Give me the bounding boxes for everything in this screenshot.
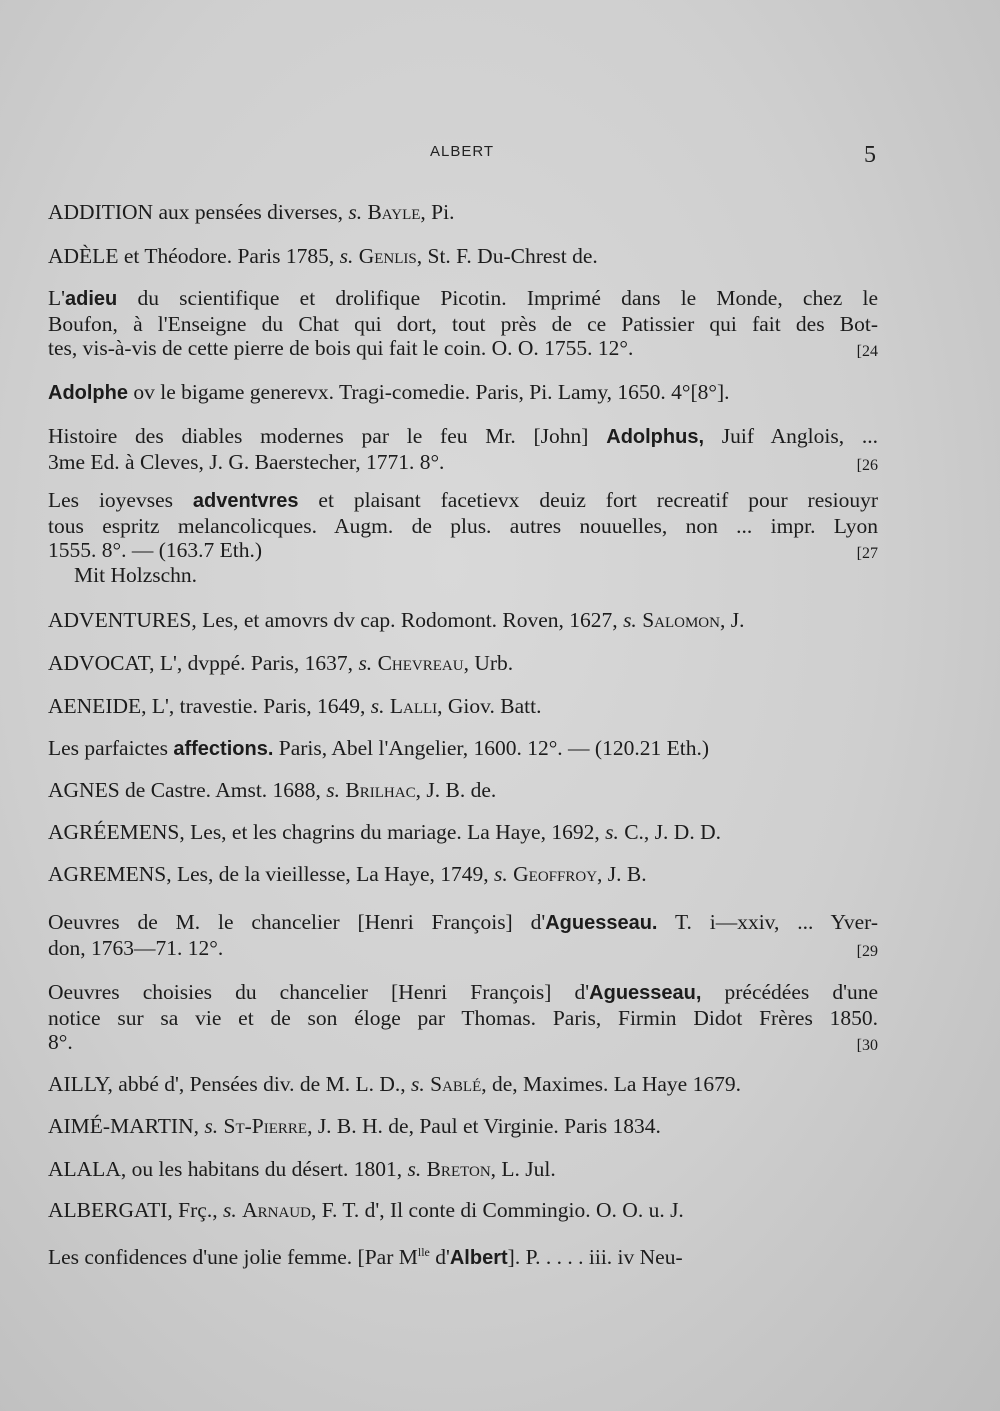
entry-aguesseau-2: Oeuvres choisies du chancelier [Henri François] d'Aguesseau, précédées d'une notice sur sa vie et de son éloge par Thomas. Paris, Firmin Didot Frères 1850. 8°. [30 <box>48 980 878 1055</box>
entry-number: [27 <box>856 545 878 562</box>
entry-number: [30 <box>856 1037 878 1054</box>
headword: Aguesseau. <box>545 912 658 934</box>
entry-agremens: AGREMENS, Les, de la vieillesse, La Haye, 1749, s. Geoffroy, J. B. <box>48 862 647 886</box>
page-number: 5 <box>864 142 876 168</box>
headword: Adolphus, <box>606 426 705 448</box>
entry-number: [29 <box>856 942 878 960</box>
headword: Albert <box>449 1247 508 1270</box>
entry-affections: Les parfaictes affections. Paris, Abel l'Angelier, 1600. 12°. — (120.21 Eth.) <box>48 736 709 760</box>
entry-agnes: AGNES de Castre. Amst. 1688, s. Brilhac, J. B. de. <box>48 778 497 802</box>
entry-aeneide: AENEIDE, L', travestie. Paris, 1649, s. Lalli, Giov. Batt. <box>48 694 542 718</box>
entry-confidences: Les confidences d'une jolie femme. [Par $M^{lle}$ d'Albert]. P. . . . . iii. iv Neu- <box>48 1245 683 1270</box>
entry-number: [26 <box>856 456 878 474</box>
entry-addition: ADDITION aux pensées diverses, s. Bayle, Pi. <box>48 200 455 224</box>
entry-number: [24 <box>856 343 878 360</box>
entry-aguesseau-1: Oeuvres de M. le chancelier [Henri François] d'Aguesseau. T. i—xxiv, ... Yver- don, 1763—71. 12°. [29 <box>48 910 878 960</box>
headword: Aguesseau, <box>589 982 702 1004</box>
entry-alala: ALALA, ou les habitans du désert. 1801, s. Breton, L. Jul. <box>48 1157 556 1181</box>
headword: affections. <box>173 738 274 760</box>
headword: Adolphe <box>48 382 128 404</box>
entry-ailly: AILLY, abbé d', Pensées div. de M. L. D., s. Sablé, de, Maximes. La Haye 1679. <box>48 1072 741 1096</box>
entry-agreemens: AGRÉEMENS, Les, et les chagrins du mariage. La Haye, 1692, s. C., J. D. D. <box>48 820 721 844</box>
entry-adolphus: Histoire des diables modernes par le feu Mr. [John] Adolphus, Juif Anglois, ... 3me Ed. à Cleves, J. G. Baerstecher, 1771. 8°. [26 <box>48 424 878 474</box>
entry-aime-martin: AIMÉ-MARTIN, s. St-Pierre, J. B. H. de, Paul et Virginie. Paris 1834. <box>48 1114 661 1138</box>
entry-advocat: ADVOCAT, L', dvppé. Paris, 1637, s. Chevreau, Urb. <box>48 651 514 675</box>
entry-adele: ADÈLE et Théodore. Paris 1785, s. Genlis, St. F. Du-Chrest de. <box>48 244 598 268</box>
entry-adventvres: Les ioyevses adventvres et plaisant facetievx deuiz fort recreatif pour resiouyr tous espritz melancolicques. Augm. de plus. autres nouuelles, non ... impr. Lyon 1555. 8°. — (163.7 Eth.) [27 Mit Holzschn. <box>48 488 878 587</box>
headword: adventvres <box>192 490 299 512</box>
entry-albergati: ALBERGATI, Frç., s. Arnaud, F. T. d', Il conte di Commingio. O. O. u. J. <box>48 1198 684 1222</box>
headword: adieu <box>65 288 118 310</box>
entry-adventures: ADVENTURES, Les, et amovrs dv cap. Rodomont. Roven, 1627, s. Salomon, J. <box>48 608 745 632</box>
entry-adolphe: Adolphe ov le bigame generevx. Tragi-comedie. Paris, Pi. Lamy, 1650. 4°[8°]. <box>48 380 730 404</box>
running-head: ALBERT <box>430 143 495 160</box>
entry-adieu: L'adieu du scientifique et drolifique Picotin. Imprimé dans le Monde, chez le Boufon, à l'Enseigne du Chat qui dort, tout près de ce Patissier qui fait des Bot- tes, vis-à-vis de cette pierre de bois qui fait le coin. O. O. 1755. 12°. [24 <box>48 286 878 361</box>
